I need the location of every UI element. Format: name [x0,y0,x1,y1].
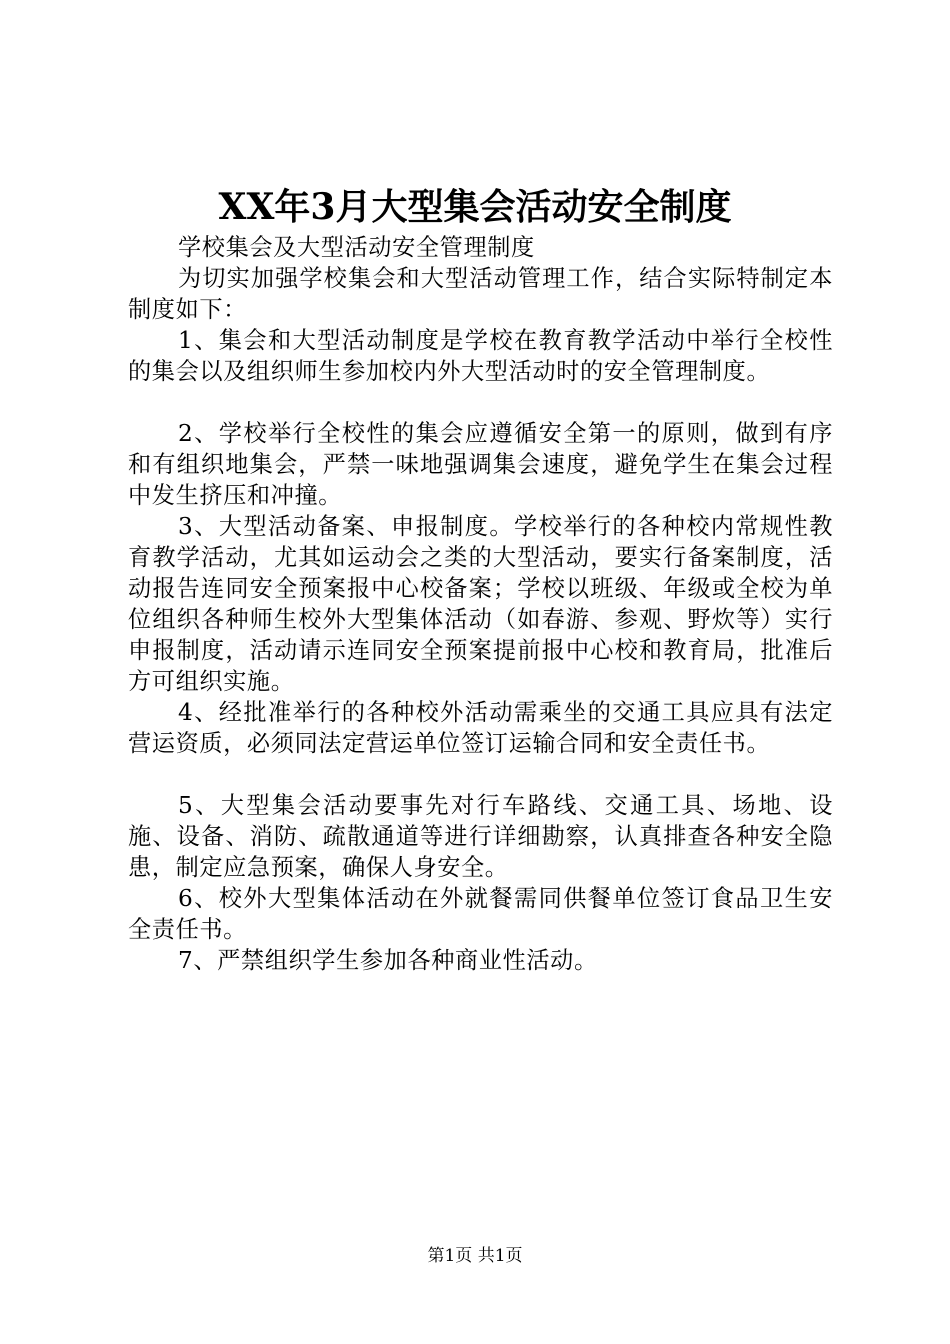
paragraph-item-1: 1、集会和大型活动制度是学校在教育教学活动中举行全校性的集会以及组织师生参加校内外大型活动时的安全管理制度。 [128,327,833,385]
document-body [128,232,833,976]
paragraph-item-3: 3、大型活动备案、申报制度。学校举行的各种校内常规性教育教学活动，尤其如运动会之类的大型活动，要实行备案制度，活动报告连同安全预案报中心校备案；学校以班级、年级或全校为单位组织各种师生校外大型集体活动（如春游、参观、野炊等）实行申报制度，活动请示连同安全预案提前报中心校和教育局，批准后方可组织实施。 [128,513,833,695]
document-title: XX年3月大型集会活动安全制度 [218,186,732,228]
paragraph-item-6: 6、校外大型集体活动在外就餐需同供餐单位签订食品卫生安全责任书。 [128,885,833,943]
paragraph-item-7: 7、严禁组织学生参加各种商业性活动。 [178,947,598,974]
paragraph-subtitle: 学校集会及大型活动安全管理制度 [178,234,535,261]
paragraph-intro: 为切实加强学校集会和大型活动管理工作，结合实际特制定本制度如下： [128,265,833,323]
paragraph-item-2: 2、学校举行全校性的集会应遵循安全第一的原则，做到有序和有组织地集会，严禁一味地强调集会速度，避免学生在集会过程中发生挤压和冲撞。 [128,420,833,509]
paragraph-item-4: 4、经批准举行的各种校外活动需乘坐的交通工具应具有法定营运资质，必须同法定营运单位签订运输合同和安全责任书。 [128,699,833,757]
page-footer: 第1页 共1页 [427,1246,523,1266]
paragraph-item-5: 5、大型集会活动要事先对行车路线、交通工具、场地、设施、设备、消防、疏散通道等进行详细勘察，认真排查各种安全隐患，制定应急预案，确保人身安全。 [128,792,833,881]
